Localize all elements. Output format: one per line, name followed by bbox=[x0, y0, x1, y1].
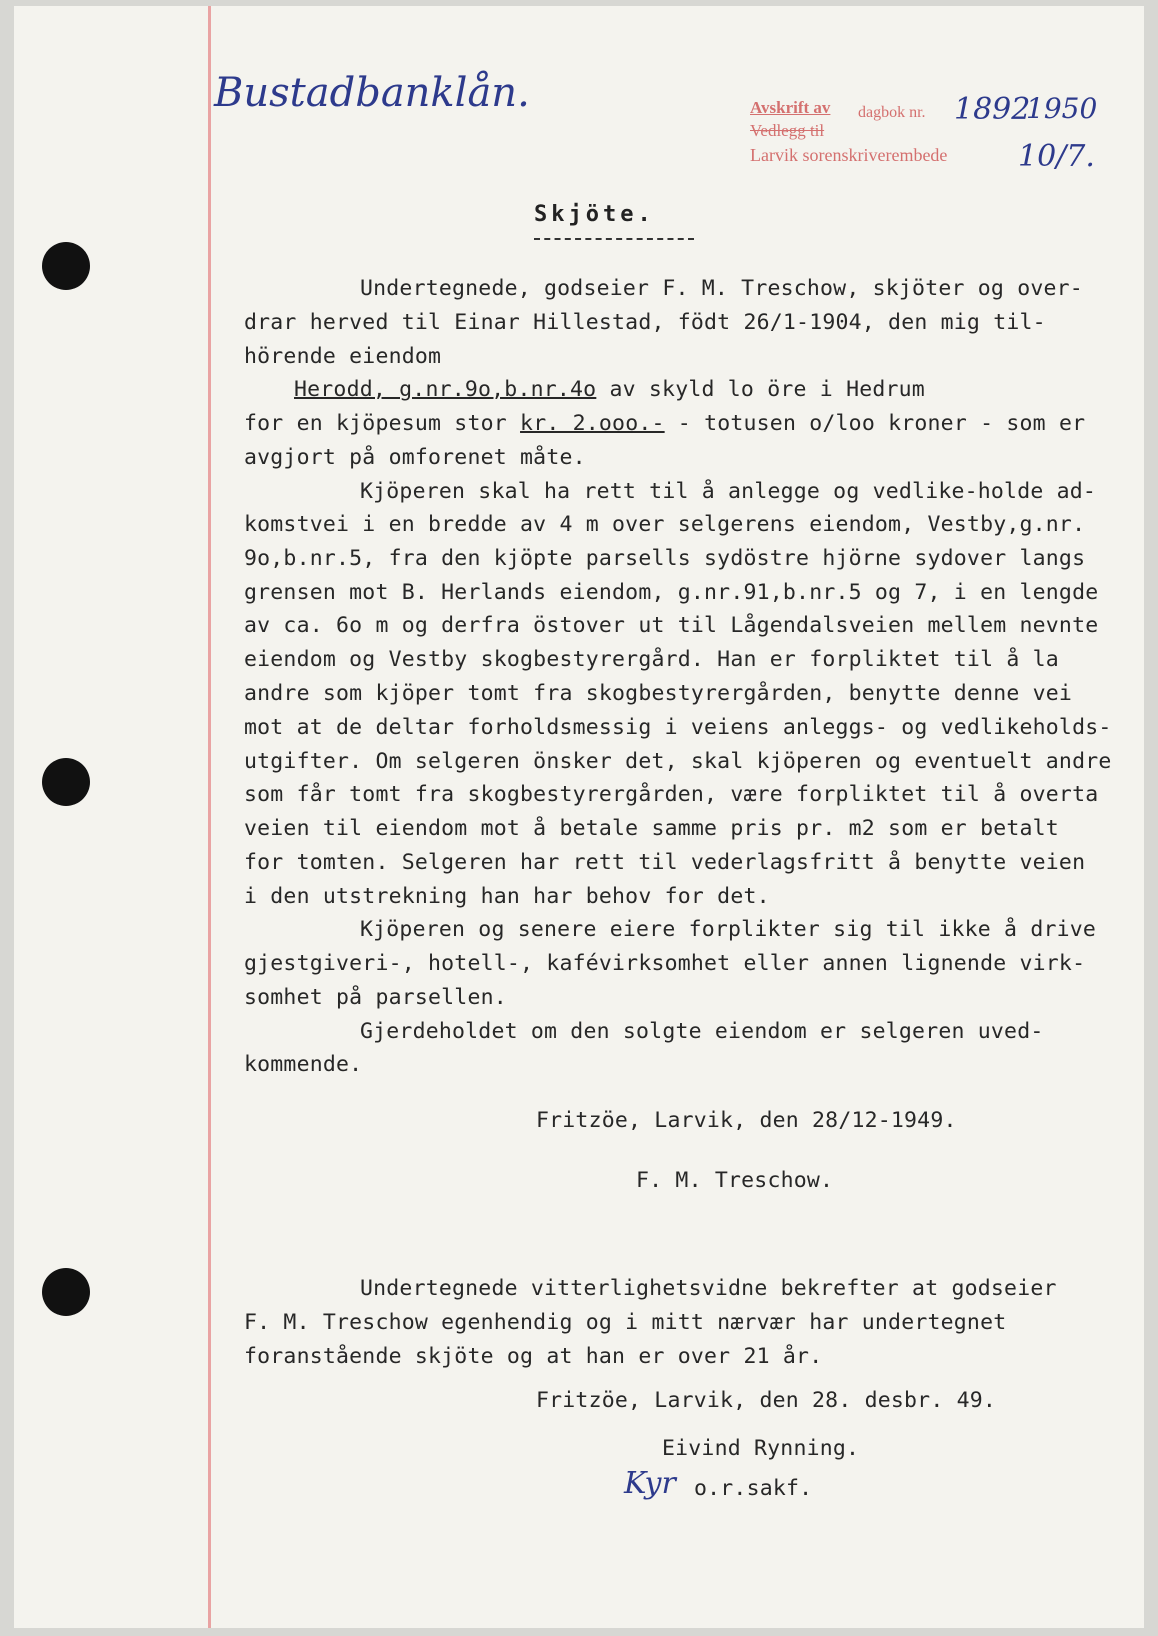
body-line: komstvei i en bredde av 4 m over selgerens eiendom, Vestby,g.nr. bbox=[244, 512, 1086, 537]
body-line: grensen mot B. Herlands eiendom, g.nr.91,b.nr.5 og 7, i en lengde bbox=[244, 580, 1099, 605]
place-date: Fritzöe, Larvik, den 28/12-1949. bbox=[536, 1108, 957, 1133]
body-line: avgjort på omforenet måte. bbox=[244, 445, 586, 470]
body-line: utgifter. Om selgeren önsker det, skal kjöperen og eventuelt andre bbox=[244, 749, 1112, 774]
body-line: eiendom og Vestby skogbestyrergård. Han er forpliktet til å la bbox=[244, 647, 1059, 672]
document-page bbox=[14, 6, 1144, 1628]
body-line: Gjerdeholdet om den solgte eiendom er selgeren uved- bbox=[360, 1019, 1044, 1044]
witness-line: F. M. Treschow egenhendig og i mitt nærvær har undertegnet bbox=[244, 1310, 1007, 1335]
stamp-office-label: Larvik sorenskriverembede bbox=[750, 145, 948, 165]
stamp-copy-label: Avskrift av bbox=[750, 98, 831, 117]
body-line: som får tomt fra skogbestyrergården, være forpliktet til å overta bbox=[244, 782, 1099, 807]
stamp-attachment-label: Vedlegg til bbox=[750, 121, 825, 140]
body-line: for tomten. Selgeren har rett til vederlagsfritt å benytte veien bbox=[244, 850, 1086, 875]
handwritten-initials: Kyr bbox=[624, 1466, 676, 1501]
handwritten-title: Bustadbanklån. bbox=[214, 70, 530, 116]
witness-place-date: Fritzöe, Larvik, den 28. desbr. 49. bbox=[536, 1388, 997, 1413]
witness-line: foranstående skjöte og at han er over 21 år. bbox=[244, 1344, 823, 1369]
signer-name: F. M. Treschow. bbox=[636, 1168, 834, 1193]
body-line: hörende eiendom bbox=[244, 344, 442, 369]
body-line: 9o,b.nr.5, fra den kjöpte parsells sydöstre hjörne sydover langs bbox=[244, 546, 1086, 571]
handwritten-date: 10/7. bbox=[1018, 139, 1095, 174]
body-line: andre som kjöper tomt fra skogbestyrergården, benytte denne vei bbox=[244, 681, 1073, 706]
body-line: gjestgiveri-, hotell-, kafévirksomhet eller annen lignende virk- bbox=[244, 951, 1086, 976]
document-title: Skjöte. bbox=[534, 202, 655, 227]
body-line: veien til eiendom mot å betale samme pris pr. m2 som er betalt bbox=[244, 816, 1059, 841]
body-line: Kjöperen skal ha rett til å anlegge og vedlike-holde ad- bbox=[360, 479, 1097, 504]
purchase-price: kr. 2.ooo.- bbox=[520, 411, 665, 436]
body-line: drar herved til Einar Hillestad, födt 26/1-1904, den mig til- bbox=[244, 310, 1046, 335]
witness-title: o.r.sakf. bbox=[694, 1476, 813, 1501]
margin-line bbox=[208, 6, 211, 1628]
body-line: i den utstrekning han har behov for det. bbox=[244, 884, 770, 909]
title-underline bbox=[534, 238, 694, 240]
body-line: Herodd, g.nr.9o,b.nr.4o av skyld lo öre i Hedrum bbox=[294, 377, 925, 402]
body-line: av ca. 6o m og derfra östover ut til Lågendalsveien mellem nevnte bbox=[244, 613, 1099, 638]
handwritten-year: 1950 bbox=[1026, 92, 1098, 125]
body-line: for en kjöpesum stor kr. 2.ooo.- - totusen o/loo kroner - som er bbox=[244, 411, 1086, 436]
witness-line: Undertegnede vitterlighetsvidne bekrefter at godseier bbox=[360, 1276, 1057, 1301]
body-line: somhet på parsellen. bbox=[244, 985, 507, 1010]
punch-hole-top bbox=[42, 242, 90, 290]
body-line: Undertegnede, godseier F. M. Treschow, skjöter og over- bbox=[360, 276, 1083, 301]
property-reference: Herodd, g.nr.9o,b.nr.4o bbox=[294, 377, 597, 402]
punch-hole-bottom bbox=[42, 1268, 90, 1316]
body-line: mot at de deltar forholdsmessig i veiens anleggs- og vedlikeholds- bbox=[244, 715, 1112, 740]
handwritten-journal-number: 1892 bbox=[954, 92, 1031, 127]
witness-name: Eivind Rynning. bbox=[662, 1436, 860, 1461]
stamp-dagbok-label: dagbok nr. bbox=[858, 104, 926, 121]
body-line: kommende. bbox=[244, 1052, 363, 1077]
body-line: Kjöperen og senere eiere forplikter sig til ikke å drive bbox=[360, 917, 1097, 942]
punch-hole-middle bbox=[42, 758, 90, 806]
